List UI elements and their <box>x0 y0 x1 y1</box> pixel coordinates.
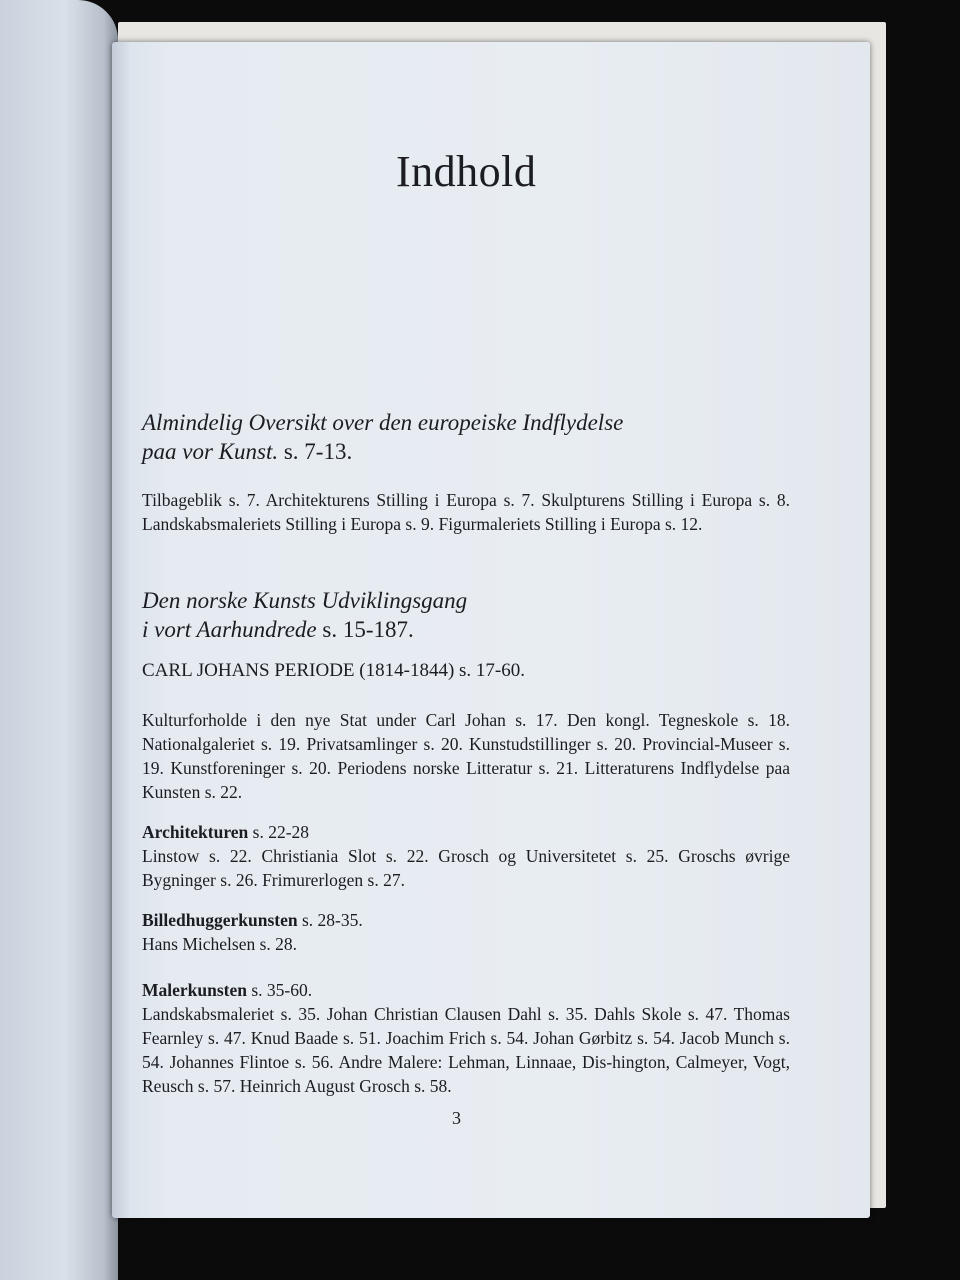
subsection-architecture <box>142 820 790 892</box>
subsection-label: Billedhuggerkunsten <box>142 910 298 930</box>
subsection-heading <box>142 820 790 844</box>
subsection-text: Linstow s. 22. Christiania Slot s. 22. Grosch og Universitetet s. 25. Groschs øvrige Bygninger s. 26. Frimurerlogen s. 27. <box>142 846 790 890</box>
subsection-sculpture <box>142 908 790 956</box>
section-heading-line-2 <box>142 437 623 466</box>
section-heading-line-2-text: paa vor Kunst. <box>142 439 279 464</box>
subsection-text: Hans Michelsen s. 28. <box>142 934 298 954</box>
subsection-painting <box>142 978 790 1098</box>
subsection-heading <box>142 978 790 1002</box>
section-pages: s. 15-187. <box>316 617 414 642</box>
period-summary: Kulturforholde i den nye Stat under Carl Johan s. 17. Den kongl. Tegneskole s. 18. Nationalgaleriet s. 19. Privatsamlinger s. 20. Kunstudstillinger s. 20. Provincial-Museer s. 19. Kunstforeninger s. 20. Periodens norske Litteratur s. 21. Litteraturens Indflydelse paa Kunsten s. 22. <box>142 710 790 802</box>
section-pages: s. 7-13. <box>278 439 353 464</box>
subsection-pages: s. 28-35. <box>297 910 363 930</box>
subsection-pages: s. 22-28 <box>248 822 310 842</box>
book-page <box>112 42 870 1218</box>
page-title: Indhold <box>396 147 537 196</box>
section-heading-norwegian-development <box>142 586 467 644</box>
section-heading-european-influence <box>142 408 623 466</box>
section-heading-line-1: Almindelig Oversikt over den europeiske Indflydelse <box>142 410 624 435</box>
section-heading-line-2-text: i vort Aarhundrede <box>142 617 317 642</box>
facing-page-edge <box>0 0 118 1280</box>
subsection-label: Architekturen <box>142 822 249 842</box>
section-heading-line-2 <box>142 615 467 644</box>
subsection-text: Landskabsmaleriet s. 35. Johan Christian Clausen Dahl s. 35. Dahls Skole s. 47. Thomas Fearnley s. 47. Knud Baade s. 51. Joachim Frich s. 54. Johan Gørbitz s. 54. Jacob Munch s. 54. Johannes Flintoe s. 56. Andre Malere: Lehman, Linnaae, Dis-hington, Calmeyer, Vogt, Reusch s. 57. Heinrich August Grosch s. 58. <box>142 1004 790 1096</box>
page-number: 3 <box>452 1108 461 1128</box>
section-heading-line-1: Den norske Kunsts Udviklingsgang <box>142 588 468 613</box>
subsection-heading <box>142 908 790 932</box>
period-heading: CARL JOHANS PERIODE (1814-1844) s. 17-60. <box>142 660 525 681</box>
subsection-pages: s. 35-60. <box>247 980 313 1000</box>
section-summary-european-influence: Tilbageblik s. 7. Architekturens Stilling i Europa s. 7. Skulpturens Stilling i Europa s. 8. Landskabsmaleriets Stilling i Europa s. 9. Figurmaleriets Stilling i Europa s. 12. <box>142 490 790 534</box>
subsection-label: Malerkunsten <box>142 980 247 1000</box>
